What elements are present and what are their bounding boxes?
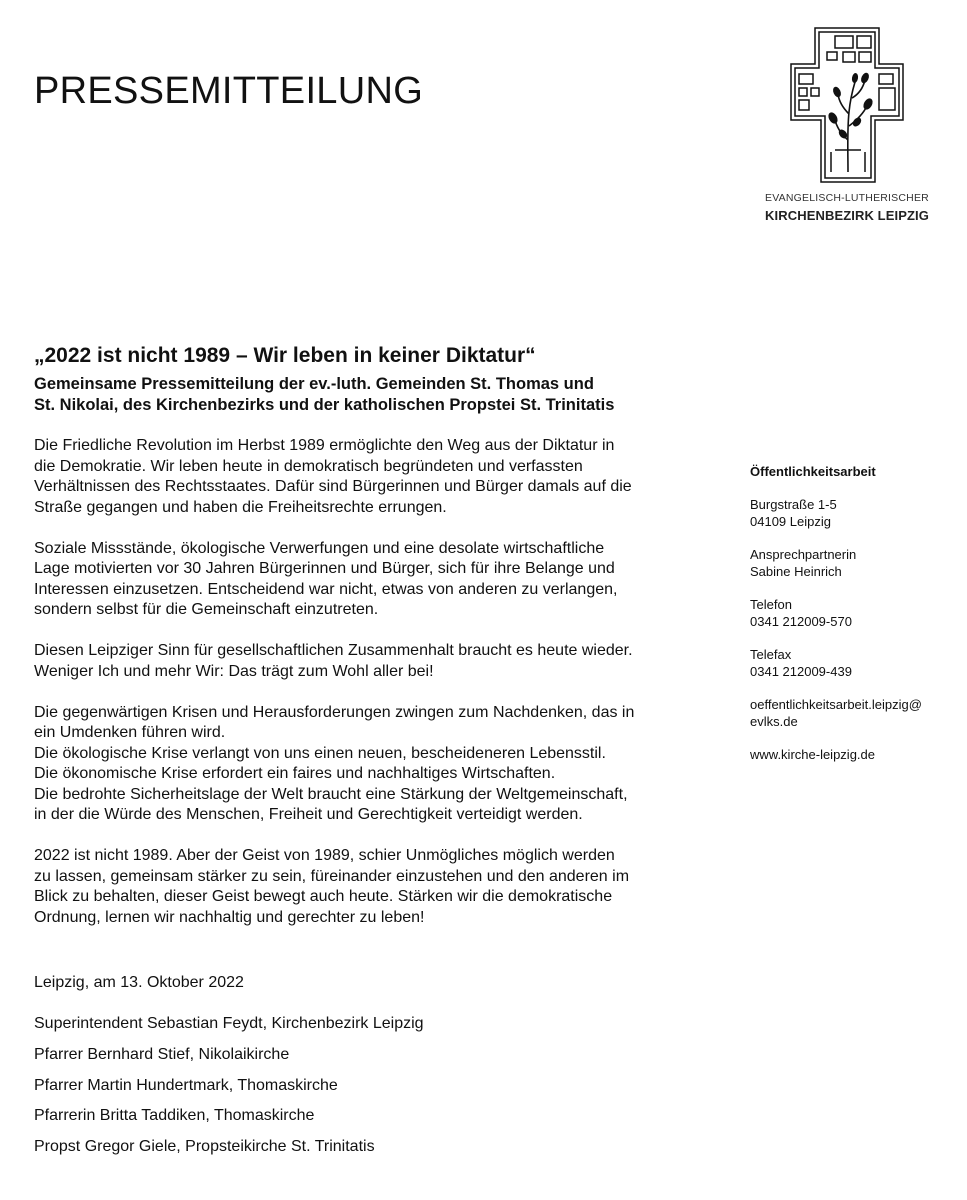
email-line2[interactable]: evlks.de xyxy=(750,714,798,729)
body-line: Lage motivierten vor 30 Jahren Bürgerinnen und Bürger, sich für ihre Belange und xyxy=(34,560,615,577)
phone-number: 0341 212009-570 xyxy=(750,614,852,629)
body-line: Verhältnissen des Rechtsstaates. Dafür sind Bürgerinnen und Bürger damals auf die xyxy=(34,478,632,495)
body-line: Ordnung, lernen wir nachhaltig und gerechter zu leben! xyxy=(34,908,425,926)
signatory: Superintendent Sebastian Feydt, Kirchenbezirk Leipzig xyxy=(34,1015,424,1032)
body-line: Die ökologische Krise verlangt von uns einen neuen, bescheideneren Lebensstil. xyxy=(34,744,606,762)
body-line: Interessen einzusetzen. Entscheidend war nicht, etwas von anderen zu verlangen, xyxy=(34,580,618,598)
body-paragraph xyxy=(34,703,724,826)
church-district-logo xyxy=(757,22,937,232)
signatory: Pfarrer Martin Hundertmark, Thomaskirche xyxy=(34,1076,338,1094)
press-release-subheadline xyxy=(34,374,734,415)
body-line: Blick zu behalten, dieser Geist bewegt auch heute. Stärken wir die demokratische xyxy=(34,888,613,905)
contact-name: Sabine Heinrich xyxy=(750,564,842,579)
fax-block xyxy=(750,646,960,680)
body-paragraph xyxy=(34,846,724,928)
press-release-headline: „2022 ist nicht 1989 – Wir leben in keiner Diktatur“ xyxy=(34,344,536,367)
email-link[interactable] xyxy=(750,696,960,730)
subheadline-line: St. Nikolai, des Kirchenbezirks und der katholischen Propstei St. Trinitatis xyxy=(34,395,615,414)
body-line: Straße gegangen und haben die Freiheitsrechte errungen. xyxy=(34,498,447,516)
address-city: 04109 Leipzig xyxy=(750,514,831,529)
email-line1[interactable]: oeffentlichkeitsarbeit.leipzig@ xyxy=(750,697,922,712)
body-paragraph xyxy=(34,436,724,518)
body-line: Die gegenwärtigen Krisen und Herausforderungen zwingen zum Nachdenken, das in xyxy=(34,703,635,721)
phone-label: Telefon xyxy=(750,597,792,612)
document-title: PRESSEMITTEILUNG xyxy=(34,70,424,112)
body-line: Soziale Missstände, ökologische Verwerfungen und eine desolate wirtschaftliche xyxy=(34,539,605,557)
address-block xyxy=(750,496,960,530)
contact-label: Ansprechpartnerin xyxy=(750,547,857,562)
fax-number: 0341 212009-439 xyxy=(750,664,852,679)
body-line: Diesen Leipziger Sinn für gesellschaftlichen Zusammenhalt braucht es heute wieder. xyxy=(34,642,633,659)
fax-label: Telefax xyxy=(750,647,792,662)
body-line: 2022 ist nicht 1989. Aber der Geist von 1989, schier Unmögliches möglich werden xyxy=(34,847,615,864)
body-line: Die ökonomische Krise erfordert ein faires und nachhaltiges Wirtschaften. xyxy=(34,765,556,782)
body-line: zu lassen, gemeinsam stärker zu sein, füreinander einzustehen und den anderen im xyxy=(34,867,630,885)
signatory: Propst Gregor Giele, Propsteikirche St. Trinitatis xyxy=(34,1138,375,1156)
body-paragraph xyxy=(34,641,724,682)
logo-text-line2: KIRCHENBEZIRK LEIPZIG xyxy=(765,208,929,223)
place-date: Leipzig, am 13. Oktober 2022 xyxy=(34,974,244,991)
press-release-body xyxy=(34,436,724,949)
subheadline-line: Gemeinsame Pressemitteilung der ev.-luth. Gemeinden St. Thomas und xyxy=(34,375,594,393)
signatory: Pfarrerin Britta Taddiken, Thomaskirche xyxy=(34,1107,315,1125)
body-line: sondern selbst für die Gemeinschaft einzutreten. xyxy=(34,601,379,618)
signatories-list xyxy=(34,1014,424,1168)
body-line: Die Friedliche Revolution im Herbst 1989 ermöglichte den Weg aus der Diktatur in xyxy=(34,437,615,454)
address-street: Burgstraße 1-5 xyxy=(750,497,837,512)
sidebar-heading: Öffentlichkeitsarbeit xyxy=(750,464,876,479)
body-paragraph xyxy=(34,539,724,621)
body-line: in der die Würde des Menschen, Freiheit und Gerechtigkeit verteidigt werden. xyxy=(34,806,583,823)
logo-text-line1: EVANGELISCH-LUTHERISCHER xyxy=(765,192,929,204)
body-line: Die bedrohte Sicherheitslage der Welt braucht eine Stärkung der Weltgemeinschaft, xyxy=(34,785,628,803)
phone-block xyxy=(750,596,960,630)
body-line: die Demokratie. Wir leben heute in demokratisch begründeten und verfassten xyxy=(34,457,583,475)
signatory: Pfarrer Bernhard Stief, Nikolaikirche xyxy=(34,1045,290,1063)
contact-person-block xyxy=(750,546,960,580)
body-line: Weniger Ich und mehr Wir: Das trägt zum Wohl aller bei! xyxy=(34,662,434,680)
contact-sidebar xyxy=(750,463,960,779)
body-line: ein Umdenken führen wird. xyxy=(34,724,226,741)
website-link[interactable]: www.kirche-leipzig.de xyxy=(750,747,875,762)
cross-tree-icon xyxy=(775,22,919,184)
